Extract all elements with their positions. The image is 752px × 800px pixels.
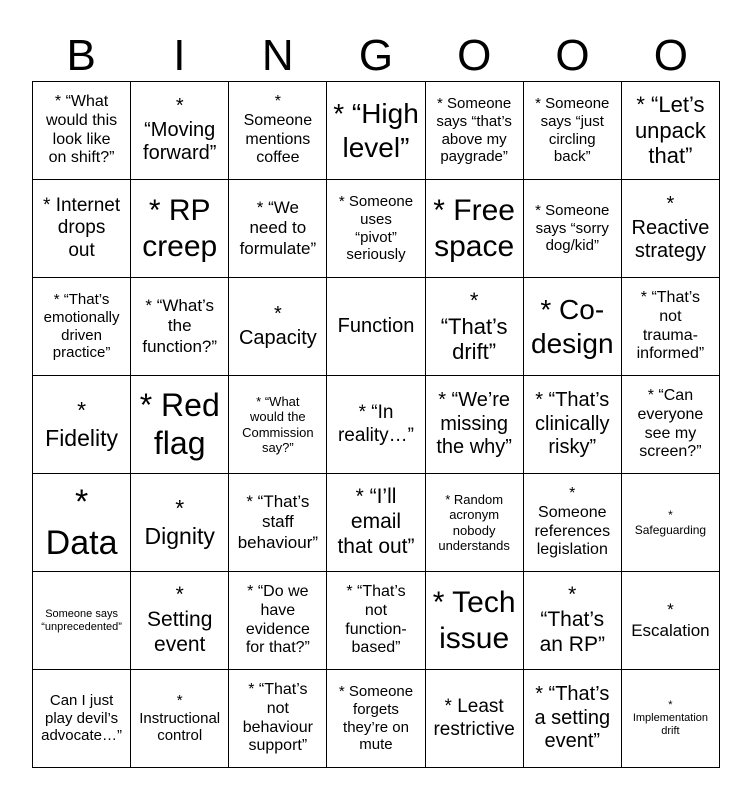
bingo-cell-r4-c5[interactable] — [524, 474, 622, 572]
bingo-cell-r0-c3[interactable] — [327, 82, 425, 180]
cell-text: * Least restrictive — [433, 696, 515, 740]
cell-text: * “That’s emotionally driven practice” — [43, 291, 120, 362]
bingo-cell-r5-c1[interactable] — [131, 572, 229, 670]
bingo-cell-r2-c1[interactable] — [131, 278, 229, 376]
cell-text: * “Do we have evidence for that?” — [245, 582, 310, 657]
cell-text: * Implementation drift — [632, 699, 709, 737]
cell-text: * “That’s clinically risky” — [535, 389, 610, 459]
bingo-cell-r4-c3[interactable] — [327, 474, 425, 572]
cell-text: * “That’s not function- based” — [345, 582, 407, 657]
cell-text: * “What would the Commission say?” — [242, 393, 314, 455]
bingo-cell-r3-c2[interactable] — [229, 376, 327, 474]
cell-text: * “That’s drift” — [440, 287, 508, 365]
bingo-cell-r6-c2[interactable] — [229, 670, 327, 768]
bingo-cell-r2-c6[interactable] — [622, 278, 720, 376]
bingo-cell-r1-c6[interactable] — [622, 180, 720, 278]
bingo-cell-r6-c6[interactable] — [622, 670, 720, 768]
header-letter-b: B — [66, 31, 96, 80]
bingo-cell-r3-c3[interactable] — [327, 376, 425, 474]
header-letter-o-3: O — [653, 31, 688, 80]
cell-text: * Tech issue — [432, 586, 516, 655]
bingo-cell-r5-c3[interactable] — [327, 572, 425, 670]
bingo-cell-r6-c4[interactable] — [426, 670, 524, 768]
cell-text: * “High level” — [333, 98, 419, 163]
bingo-cell-r3-c4[interactable] — [426, 376, 524, 474]
bingo-cell-r0-c2[interactable] — [229, 82, 327, 180]
cell-text: * Setting event — [147, 583, 213, 656]
bingo-cell-r3-c0[interactable] — [33, 376, 131, 474]
bingo-cell-r4-c0[interactable] — [33, 474, 131, 572]
bingo-cell-r4-c1[interactable] — [131, 474, 229, 572]
bingo-cell-r5-c2[interactable] — [229, 572, 327, 670]
cell-text: * “That’s a setting event” — [534, 683, 611, 753]
cell-text: * Someone forgets they’re on mute — [338, 683, 414, 754]
header-letter-o: O — [457, 31, 492, 80]
bingo-cell-r3-c6[interactable] — [622, 376, 720, 474]
bingo-cell-r6-c5[interactable] — [524, 670, 622, 768]
cell-text: * Capacity — [238, 302, 317, 349]
bingo-cell-r1-c5[interactable] — [524, 180, 622, 278]
cell-text: * “Can everyone see my screen?” — [637, 386, 704, 461]
bingo-cell-r6-c3[interactable] — [327, 670, 425, 768]
cell-text: * “That’s an RP” — [539, 583, 605, 656]
cell-text: Function — [337, 314, 415, 337]
bingo-cell-r5-c4[interactable] — [426, 572, 524, 670]
cell-text: * “We need to formulate” — [239, 198, 317, 258]
bingo-cell-r1-c4[interactable] — [426, 180, 524, 278]
bingo-cell-r4-c4[interactable] — [426, 474, 524, 572]
cell-text: * Data — [45, 483, 118, 562]
cell-text: * Reactive strategy — [631, 193, 710, 263]
bingo-cell-r2-c3[interactable] — [327, 278, 425, 376]
cell-text: * Someone says “that’s above my paygrade” — [436, 95, 512, 166]
bingo-cell-r0-c5[interactable] — [524, 82, 622, 180]
cell-text: * “In reality…” — [337, 402, 414, 446]
cell-text: * Dignity — [144, 495, 215, 549]
bingo-cell-r5-c5[interactable] — [524, 572, 622, 670]
cell-text: * “We’re missing the why” — [436, 389, 512, 459]
bingo-header — [32, 30, 720, 82]
bingo-cell-r2-c4[interactable] — [426, 278, 524, 376]
cell-text: * “Moving forward” — [143, 95, 217, 165]
cell-text: * Someone mentions coffee — [243, 92, 313, 167]
cell-text: * Safeguarding — [634, 508, 707, 537]
cell-text: * RP creep — [142, 194, 218, 263]
cell-text: * Fidelity — [45, 397, 118, 451]
cell-text: * Red flag — [139, 386, 220, 461]
bingo-cell-r2-c0[interactable] — [33, 278, 131, 376]
cell-text: * Instructional control — [139, 691, 221, 745]
bingo-board — [32, 81, 720, 768]
cell-text: * Escalation — [631, 600, 710, 640]
cell-text: * “I’ll email that out” — [337, 485, 415, 558]
header-letter-i: I — [173, 31, 186, 80]
bingo-cell-r1-c2[interactable] — [229, 180, 327, 278]
cell-text: * Free space — [433, 194, 515, 263]
cell-text: Can I just play devil’s advocate…” — [41, 691, 122, 745]
cell-text: * Someone references legislation — [534, 484, 611, 559]
bingo-cell-r5-c0[interactable] — [33, 572, 131, 670]
cell-text: * “What’s the function?” — [142, 296, 218, 356]
bingo-cell-r0-c0[interactable] — [33, 82, 131, 180]
bingo-cell-r3-c5[interactable] — [524, 376, 622, 474]
bingo-cell-r6-c0[interactable] — [33, 670, 131, 768]
cell-text: * Co- design — [531, 294, 614, 359]
bingo-cell-r4-c6[interactable] — [622, 474, 720, 572]
header-letter-o-2: O — [555, 31, 590, 80]
bingo-cell-r5-c6[interactable] — [622, 572, 720, 670]
cell-text: * “That’s not behaviour support” — [242, 680, 313, 755]
bingo-cell-r1-c3[interactable] — [327, 180, 425, 278]
header-letter-n: N — [261, 31, 294, 80]
cell-text: * “What would this look like on shift?” — [45, 92, 118, 167]
bingo-cell-r0-c6[interactable] — [622, 82, 720, 180]
cell-text: * Random acronym nobody understands — [438, 491, 510, 553]
cell-text: * Someone says “just circling back” — [535, 95, 610, 166]
bingo-cell-r1-c0[interactable] — [33, 180, 131, 278]
cell-text: * Internet drops out — [43, 194, 121, 261]
bingo-cell-r0-c1[interactable] — [131, 82, 229, 180]
cell-text: * “Let’s unpack that” — [634, 91, 706, 169]
bingo-cell-r4-c2[interactable] — [229, 474, 327, 572]
cell-text: * Someone says “sorry dog/kid” — [535, 201, 610, 255]
cell-text: * Someone uses “pivot” seriously — [338, 193, 414, 264]
cell-text: Someone says “unprecedented” — [41, 607, 122, 633]
bingo-cell-r2-c5[interactable] — [524, 278, 622, 376]
bingo-cell-r3-c1[interactable] — [131, 376, 229, 474]
bingo-cell-r2-c2[interactable] — [229, 278, 327, 376]
header-letter-g: G — [358, 31, 394, 80]
bingo-cell-r0-c4[interactable] — [426, 82, 524, 180]
cell-text: * “That’s staff behaviour” — [237, 492, 319, 552]
bingo-cell-r6-c1[interactable] — [131, 670, 229, 768]
cell-text: * “That’s not trauma- informed” — [636, 288, 705, 363]
bingo-cell-r1-c1[interactable] — [131, 180, 229, 278]
